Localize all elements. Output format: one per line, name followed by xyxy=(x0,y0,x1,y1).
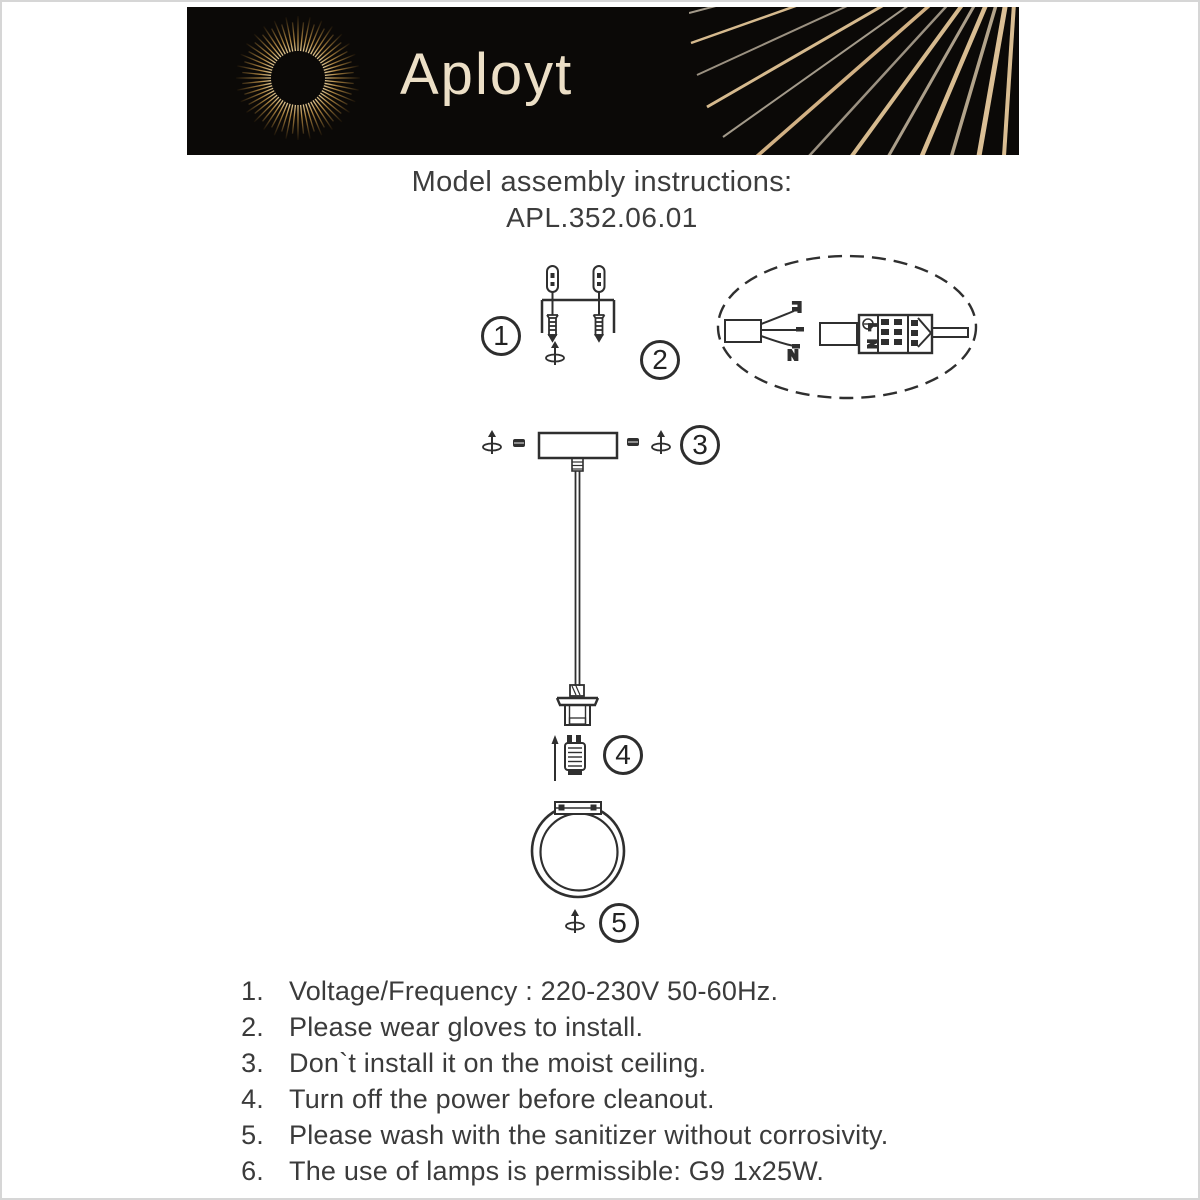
brand-name: Aployt xyxy=(400,42,574,107)
cable-neutral-label: N xyxy=(787,346,799,363)
ring-shade-inner xyxy=(541,814,618,891)
instruction-list xyxy=(220,973,1000,1189)
list-item-number: 5. xyxy=(241,1120,264,1150)
list-item-text: Please wash with the sanitizer without corrosivity. xyxy=(289,1120,889,1150)
nut-right xyxy=(627,438,639,446)
list-item xyxy=(220,1045,1000,1081)
terminal-neutral-label: N xyxy=(865,339,879,349)
g9-bulb xyxy=(565,735,585,775)
terminal-live-label: L xyxy=(866,323,880,331)
screw-rotation-icon-step1 xyxy=(546,341,564,365)
wiring-detail-group xyxy=(718,256,976,398)
screw-rotation-icon-step5 xyxy=(566,909,584,933)
list-item xyxy=(220,1009,1000,1045)
mounting-bracket-group xyxy=(542,266,614,341)
list-item-text: Voltage/Frequency : 220-230V 50-60Hz. xyxy=(289,976,779,1006)
list-item xyxy=(220,1117,1000,1153)
list-item-number: 3. xyxy=(241,1048,264,1078)
ceiling-canopy xyxy=(539,433,617,458)
step-1-marker: 1 xyxy=(481,316,521,356)
bulb-insert-group xyxy=(552,735,586,781)
model-number: APL.352.06.01 xyxy=(506,202,698,233)
list-item xyxy=(220,1081,1000,1117)
screw-rotation-icon-step3-left xyxy=(483,430,501,454)
page-title: Model assembly instructions: xyxy=(411,166,793,198)
list-item-text: Turn off the power before cleanout. xyxy=(289,1084,715,1114)
ring-shade-group xyxy=(532,802,624,897)
list-item-number: 4. xyxy=(241,1084,264,1114)
cable-sheath-2 xyxy=(820,323,857,345)
lamp-socket xyxy=(557,685,598,725)
step-4-marker: 4 xyxy=(603,735,643,775)
list-item xyxy=(220,1153,1000,1189)
suspension-cord xyxy=(576,471,580,686)
cable-sheath xyxy=(725,320,761,342)
wall-anchor-left xyxy=(547,315,558,341)
step-3-marker: 3 xyxy=(680,425,720,465)
list-item-text: Don`t install it on the moist ceiling. xyxy=(289,1048,707,1078)
canopy-group xyxy=(539,433,617,471)
step-5-marker: 5 xyxy=(599,903,639,943)
list-item-text: The use of lamps is permissible: G9 1x25W. xyxy=(289,1156,825,1186)
list-item-number: 1. xyxy=(241,976,264,1006)
list-item-number: 6. xyxy=(241,1156,264,1186)
step-2-marker: 2 xyxy=(640,340,680,380)
output-pin xyxy=(932,328,968,337)
list-item-number: 2. xyxy=(241,1012,264,1042)
cable-live-label: L xyxy=(792,298,802,315)
wall-anchor-right xyxy=(594,315,605,341)
screw-rotation-icon-step3-right xyxy=(652,430,670,454)
list-item-text: Please wear gloves to install. xyxy=(289,1012,644,1042)
list-item xyxy=(220,973,1000,1009)
nut-left xyxy=(513,439,525,447)
ring-shade-outer xyxy=(532,805,624,897)
